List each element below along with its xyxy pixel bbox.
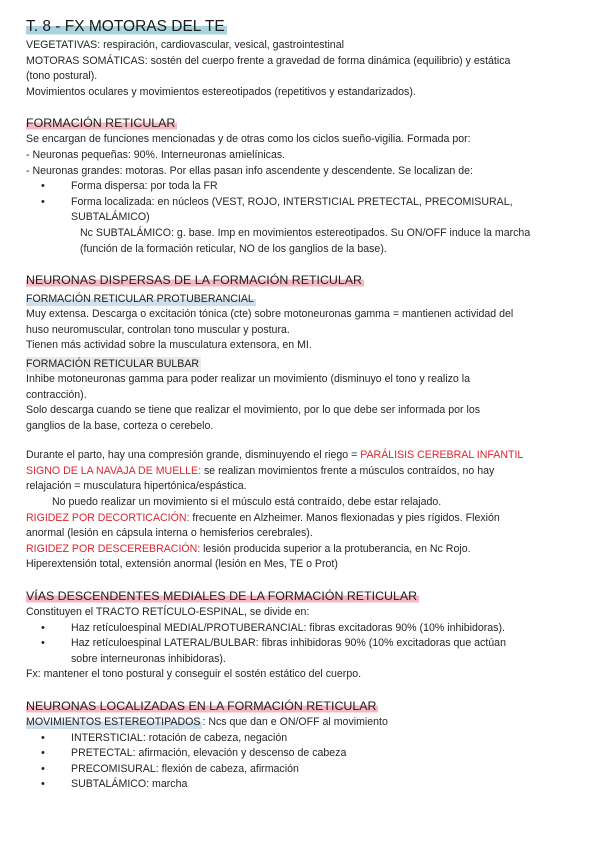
body-line: relajación = musculatura hipertónica/espástica. [26, 480, 247, 493]
intro-line: MOTORAS SOMÁTICAS: sostén del cuerpo frente a gravedad de forma dinámica (equilibrio) y estática [26, 54, 511, 67]
body-line: Hiperextensión total, extensión anormal (lesión en Mes, TE o Prot) [26, 558, 338, 571]
section-heading-vias-descendentes: VÍAS DESCENDENTES MEDIALES DE LA FORMACIÓN RETICULAR [26, 589, 418, 604]
body-line: Se encargan de funciones mencionadas y de otras como los ciclos sueño-vigilia. Formada por: [26, 133, 471, 146]
body-line: ganglios de la base, corteza o cerebelo. [26, 419, 214, 432]
document-page [26, 18, 574, 793]
body-line: contracción). [26, 388, 87, 401]
section-heading-neuronas-localizadas: NEURONAS LOCALIZADAS EN LA FORMACIÓN RETICULAR [26, 699, 377, 713]
nc-subtalamico-line: Nc SUBTALÁMICO: g. base. Imp en movimientos estereotipados. Su ON/OFF induce la marcha [80, 226, 531, 239]
body-text: frecuente en Alzheimer. Manos flexionadas y pies rígidos. Flexión [189, 511, 500, 524]
red-term: SIGNO DE LA NAVAJA DE MUELLE: [26, 464, 202, 477]
intro-line: VEGETATIVAS: respiración, cardiovascular, vesical, gastrointestinal [26, 39, 344, 51]
intro-line: Movimientos oculares y movimientos estereotipados (repetitivos y estandarizados). [26, 85, 416, 98]
body-line: huso neuromuscular, controlan tono muscular y postura. [26, 323, 290, 336]
body-text: lesión producida superior a la protuberancia, en Nc Rojo. [200, 542, 471, 555]
body-line: Solo descarga cuando se tiene que realizar el movimiento, por lo que debe ser informada por los [26, 404, 481, 417]
red-term: PARÁLISIS CEREBRAL INFANTIL [360, 449, 524, 462]
section-heading-neuronas-dispersas: NEURONAS DISPERSAS DE LA FORMACIÓN RETICULAR [26, 273, 362, 288]
body-line: Muy extensa. Descarga o excitación tónica (cte) sobre motoneuronas gamma = mantienen actividad del [26, 308, 514, 321]
movimientos-line [26, 715, 574, 731]
body-line: Inhibe motoneuronas gamma para poder realizar un movimiento (disminuyo el tono y realizo la [26, 372, 470, 385]
body-line: anormal (lesión en cápsula interna o hemisferios cerebrales). [26, 527, 313, 540]
paralisis-line [26, 448, 574, 464]
bullet-item [26, 195, 574, 211]
navaja-line [26, 464, 574, 480]
bullet-continuation: SUBTALÁMICO) [71, 211, 150, 224]
body-line: Fx: mantener el tono postural y conseguir el sostén estático del cuerpo. [26, 668, 362, 681]
intro-line: (tono postural). [26, 70, 98, 83]
body-text: : Ncs que dan e ON/OFF al movimiento [202, 716, 388, 728]
body-line: Constituyen el TRACTO RETÍCULO-ESPINAL, se divide en: [26, 606, 310, 619]
bullet-item: • Forma dispersa: por toda la FR [26, 179, 574, 195]
page-title: T. 8 - FX MOTORAS DEL TE [26, 18, 225, 35]
subheading-protuberancial: FORMACIÓN RETICULAR PROTUBERANCIAL [26, 293, 254, 306]
body-text: Durante el parto, hay una compresión grande, disminuyendo el riego = [26, 449, 361, 462]
descerebracion-line [26, 542, 574, 558]
bullet-item: • Haz retículoespinal LATERAL/BULBAR: fibras inhibidoras 90% (10% excitadoras que actúan [26, 636, 574, 652]
red-term: RIGIDEZ POR DESCEREBRACIÓN: [26, 542, 201, 555]
body-line: - Neuronas grandes: motoras. Por ellas pasan info ascendente y descendente. Se localizan de: [26, 164, 473, 177]
section-heading-formacion-reticular: FORMACIÓN RETICULAR [26, 116, 176, 131]
bullet-item: • PRETECTAL: afirmación, elevación y descenso de cabeza [26, 746, 574, 762]
bullet-item: • INTERSTICIAL: rotación de cabeza, negación [26, 731, 574, 747]
decorticacion-line [26, 511, 574, 527]
nc-subtalamico-line: (función de la formación reticular, NO de los ganglios de la base). [80, 242, 387, 255]
bullet-item: • Haz retículoespinal MEDIAL/PROTUBERANCIAL: fibras excitadoras 90% (10% inhibidoras). [26, 621, 574, 637]
subheading-bulbar: FORMACIÓN RETICULAR BULBAR [26, 357, 200, 370]
body-line: Tienen más actividad sobre la musculatura extensora, en MI. [26, 339, 312, 352]
bullet-item: • PRECOMISURAL: flexión de cabeza, afirmación [26, 762, 574, 778]
bullet-item: • SUBTALÁMICO: marcha [26, 777, 574, 793]
body-line-indented: No puedo realizar un movimiento si el músculo está contraído, debe estar relajado. [52, 496, 442, 509]
body-line: - Neuronas pequeñas: 90%. Interneuronas amielínicas. [26, 148, 286, 161]
subheading-movimientos: MOVIMIENTOS ESTEREOTIPADOS [26, 716, 201, 728]
red-term: RIGIDEZ POR DECORTICACIÓN: [26, 511, 190, 524]
body-text: se realizan movimientos frente a músculos contraídos, no hay [201, 464, 495, 477]
bullet-continuation: sobre interneuronas inhibidoras). [71, 652, 226, 665]
bullet-text: Forma localizada: en núcleos (VEST, ROJO, INTERSTICIAL PRETECTAL, PRECOMISURAL, [71, 195, 513, 208]
